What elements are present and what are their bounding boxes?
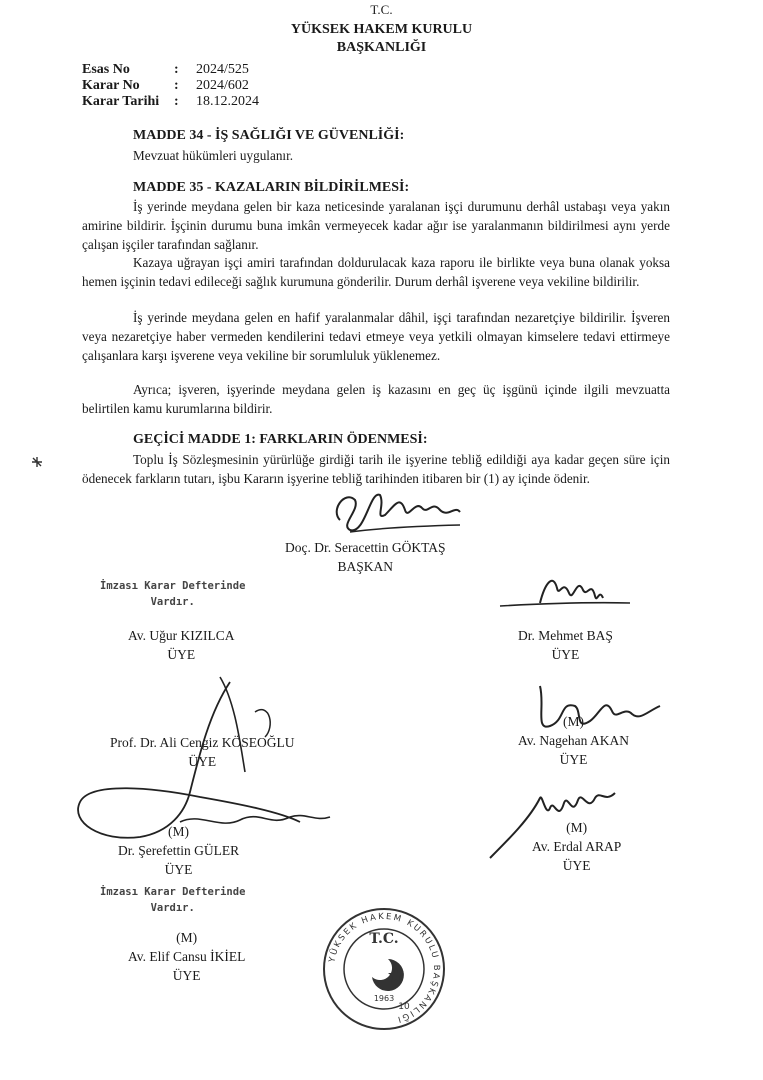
signatory-name: Dr. Şerefettin GÜLER [118,843,240,858]
meta-value: 18.12.2024 [196,94,259,109]
meta-label: Esas No [82,62,130,77]
meta-label: Karar No [82,78,140,93]
signatory-guler [118,822,239,879]
svg-text:T.C.: T.C. [369,931,399,947]
signatory-ikiel [128,928,245,985]
signature-bas-scribble [495,568,635,623]
official-seal-stamp [320,905,448,1033]
signatory-kizilca [128,626,234,664]
signatory-role: ÜYE [167,647,196,662]
signatory-mark: (M) [168,824,190,839]
signatory-president [285,538,446,576]
signatory-name: Prof. Dr. Ali Cengiz KÖSEOĞLU [110,735,295,750]
signatory-mark: (M) [176,930,198,945]
signatory-koseoglu [110,733,295,771]
signatory-mark: (M) [562,714,584,729]
register-note-2 [100,884,245,916]
meta-value: 2024/602 [196,78,249,93]
signatory-arap [532,818,621,875]
signatory-role: ÜYE [164,862,193,877]
meta-value: 2024/525 [196,62,249,77]
article-35-paragraph-4: Ayrıca; işveren, işyerinde meydana gelen iş kazasını en geç üç işgünü içinde ilgili mevzuatta belirtilen kamu kurumlarına bildirir. [82,382,670,416]
signatory-role: ÜYE [559,752,588,767]
header-office: BAŞKANLIĞI [336,40,427,55]
signatory-role: ÜYE [188,754,217,769]
signatory-name: Dr. Mehmet BAŞ [518,628,613,643]
register-note-line-1: İmzası Karar Defterinde [100,886,246,898]
header-country: T.C. [370,2,393,17]
signatory-name: Av. Erdal ARAP [532,839,622,854]
temporary-article-1-text: Toplu İş Sözleşmesinin yürürlüğe girdiği tarih ile işyerine tebliğ edildiği aya kadar geçen süre için ödenecek farkların tutarı, işbu Kararın işyerine tebliğ tarihinden itibaren bir (1) ay içinde ödenir. [82,452,670,486]
register-note-line-2: Vardır. [150,596,195,608]
temporary-article-1-title: GEÇİCİ MADDE 1: FARKLARIN ÖDENMESİ: [133,432,428,447]
signatory-mark: (M) [566,820,588,835]
svg-text:10: 10 [398,1002,410,1012]
article-35-title: MADDE 35 - KAZALARIN BİLDİRİLMESİ: [133,180,410,195]
meta-colon: : [174,94,179,109]
meta-label: Karar Tarihi [82,94,160,109]
article-35-paragraph-3: İş yerinde meydana gelen en hafif yaralanmalar dâhil, işçi tarafından nezaretçiye bildirilir. İşveren veya nezaretçiye haber vermeden kendilerini tedavi etmeye veya yetkili olmayan kimselere tedavi ettirmeye çalışanlara karşı işverene veya vekiline bir sorumluluk yüklenemez. [82,310,670,363]
margin-mark [30,455,44,469]
svg-text:YÜKSEK HAKEM KURULU BAŞKANLIĞI: YÜKSEK HAKEM KURULU BAŞKANLIĞI [327,911,442,1025]
article-35-paragraph-2: Kazaya uğrayan işçi amiri tarafından doldurulacak kaza raporu ile birlikte veya buna olanak yoksa hemen işçinin tedavi edileceği sağlık kurumuna gönderilir. Durum derhâl işverene veya vekiline bildirilir. [82,255,670,289]
signatory-name: Av. Nagehan AKAN [518,733,629,748]
signatory-name: Doç. Dr. Seracettin GÖKTAŞ [285,540,446,555]
meta-colon: : [174,62,179,77]
signatory-role: ÜYE [562,858,591,873]
signatory-role: ÜYE [172,968,201,983]
signatory-name: Av. Elif Cansu İKİEL [128,949,246,964]
register-note-line-1: İmzası Karar Defterinde [100,580,246,592]
article-34-title: MADDE 34 - İŞ SAĞLIĞI VE GÜVENLİĞİ: [133,128,405,143]
signatory-name: Av. Uğur KIZILCA [128,628,235,643]
article-34-text: Mevzuat hükümleri uygulanır. [133,148,294,163]
article-35-paragraph-1: İş yerinde meydana gelen bir kaza neticesinde yaralanan işçi durumunu derhâl ustabaşı veya yakın amirine bildirir. İşçinin durumu buna imkân vermeyecek kadar ağır ise yaralanmanın bildirilmesi aynı yerde çalışan işçiler tarafından sağlanır. [82,199,670,252]
register-note [100,578,245,610]
signatory-role: BAŞKAN [337,559,394,574]
header-board: YÜKSEK HAKEM KURULU [290,22,473,37]
signatory-bas [518,626,613,664]
meta-colon: : [174,78,179,93]
register-note-line-2: Vardır. [150,902,195,914]
signatory-role: ÜYE [551,647,580,662]
signatory-akan [518,712,629,769]
svg-text:1963: 1963 [373,994,395,1003]
